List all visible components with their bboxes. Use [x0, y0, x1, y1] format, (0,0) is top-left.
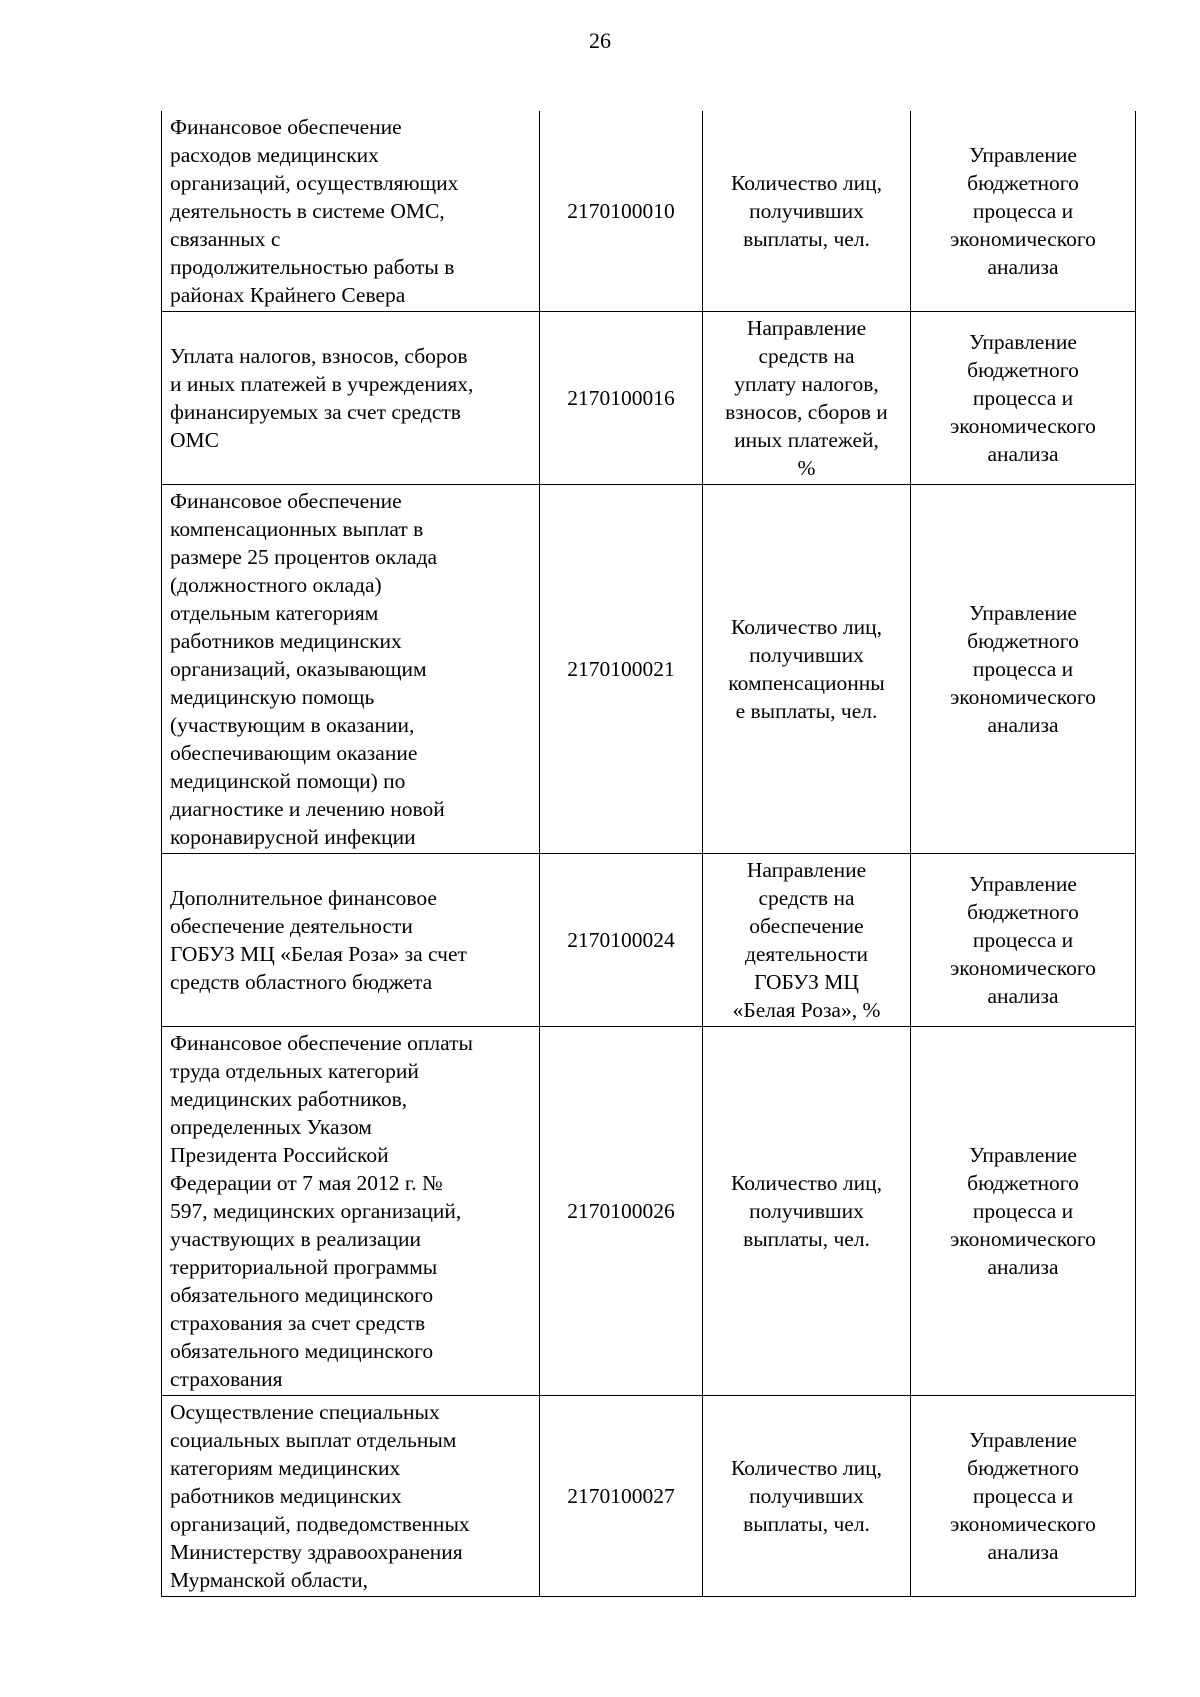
description-cell: Уплата налогов, взносов, сборов и иных платежей в учреждениях, финансируемых за счет средств ОМС — [162, 312, 540, 485]
page-number: 26 — [589, 28, 611, 53]
responsible-cell: Управление бюджетного процесса и экономического анализа — [911, 1396, 1136, 1597]
indicator-cell: Направление средств на обеспечение деятельности ГОБУЗ МЦ «Белая Роза», % — [703, 854, 911, 1027]
code-cell: 2170100026 — [540, 1027, 703, 1396]
description-cell: Дополнительное финансовое обеспечение деятельности ГОБУЗ МЦ «Белая Роза» за счет средств областного бюджета — [162, 854, 540, 1027]
code-cell: 2170100027 — [540, 1396, 703, 1597]
indicator-cell: Количество лиц, получивших компенсационны е выплаты, чел. — [703, 485, 911, 854]
indicator-cell: Направление средств на уплату налогов, взносов, сборов и иных платежей, % — [703, 312, 911, 485]
table-row — [162, 854, 1136, 1027]
table-row — [162, 111, 1136, 312]
document-table — [161, 111, 1136, 1597]
code-cell: 2170100024 — [540, 854, 703, 1027]
description-cell: Финансовое обеспечение расходов медицинских организаций, осуществляющих деятельность в системе ОМС, связанных с продолжительностью работы в районах Крайнего Севера — [162, 111, 540, 312]
code-cell: 2170100021 — [540, 485, 703, 854]
description-cell: Финансовое обеспечение компенсационных выплат в размере 25 процентов оклада (должностного оклада) отдельным категориям работников медицинских организаций, оказывающим медицинскую помощь (участвующим в оказании, обеспечивающим оказание медицинской помощи) по диагностике и лечению новой коронавирусной инфекции — [162, 485, 540, 854]
indicator-cell: Количество лиц, получивших выплаты, чел. — [703, 1027, 911, 1396]
indicator-cell: Количество лиц, получивших выплаты, чел. — [703, 1396, 911, 1597]
description-cell: Осуществление специальных социальных выплат отдельным категориям медицинских работников медицинских организаций, подведомственных Министерству здравоохранения Мурманской области, — [162, 1396, 540, 1597]
code-cell: 2170100016 — [540, 312, 703, 485]
table-row — [162, 485, 1136, 854]
responsible-cell: Управление бюджетного процесса и экономического анализа — [911, 111, 1136, 312]
responsible-cell: Управление бюджетного процесса и экономического анализа — [911, 854, 1136, 1027]
table-row — [162, 1396, 1136, 1597]
table-row — [162, 1027, 1136, 1396]
code-cell: 2170100010 — [540, 111, 703, 312]
responsible-cell: Управление бюджетного процесса и экономического анализа — [911, 312, 1136, 485]
indicator-cell: Количество лиц, получивших выплаты, чел. — [703, 111, 911, 312]
responsible-cell: Управление бюджетного процесса и экономического анализа — [911, 485, 1136, 854]
table-row — [162, 312, 1136, 485]
responsible-cell: Управление бюджетного процесса и экономического анализа — [911, 1027, 1136, 1396]
description-cell: Финансовое обеспечение оплаты труда отдельных категорий медицинских работников, определенных Указом Президента Российской Федерации от 7 мая 2012 г. № 597, медицинских организаций, участвующих в реализации территориальной программы обязательного медицинского страхования за счет средств обязательного медицинского страхования — [162, 1027, 540, 1396]
